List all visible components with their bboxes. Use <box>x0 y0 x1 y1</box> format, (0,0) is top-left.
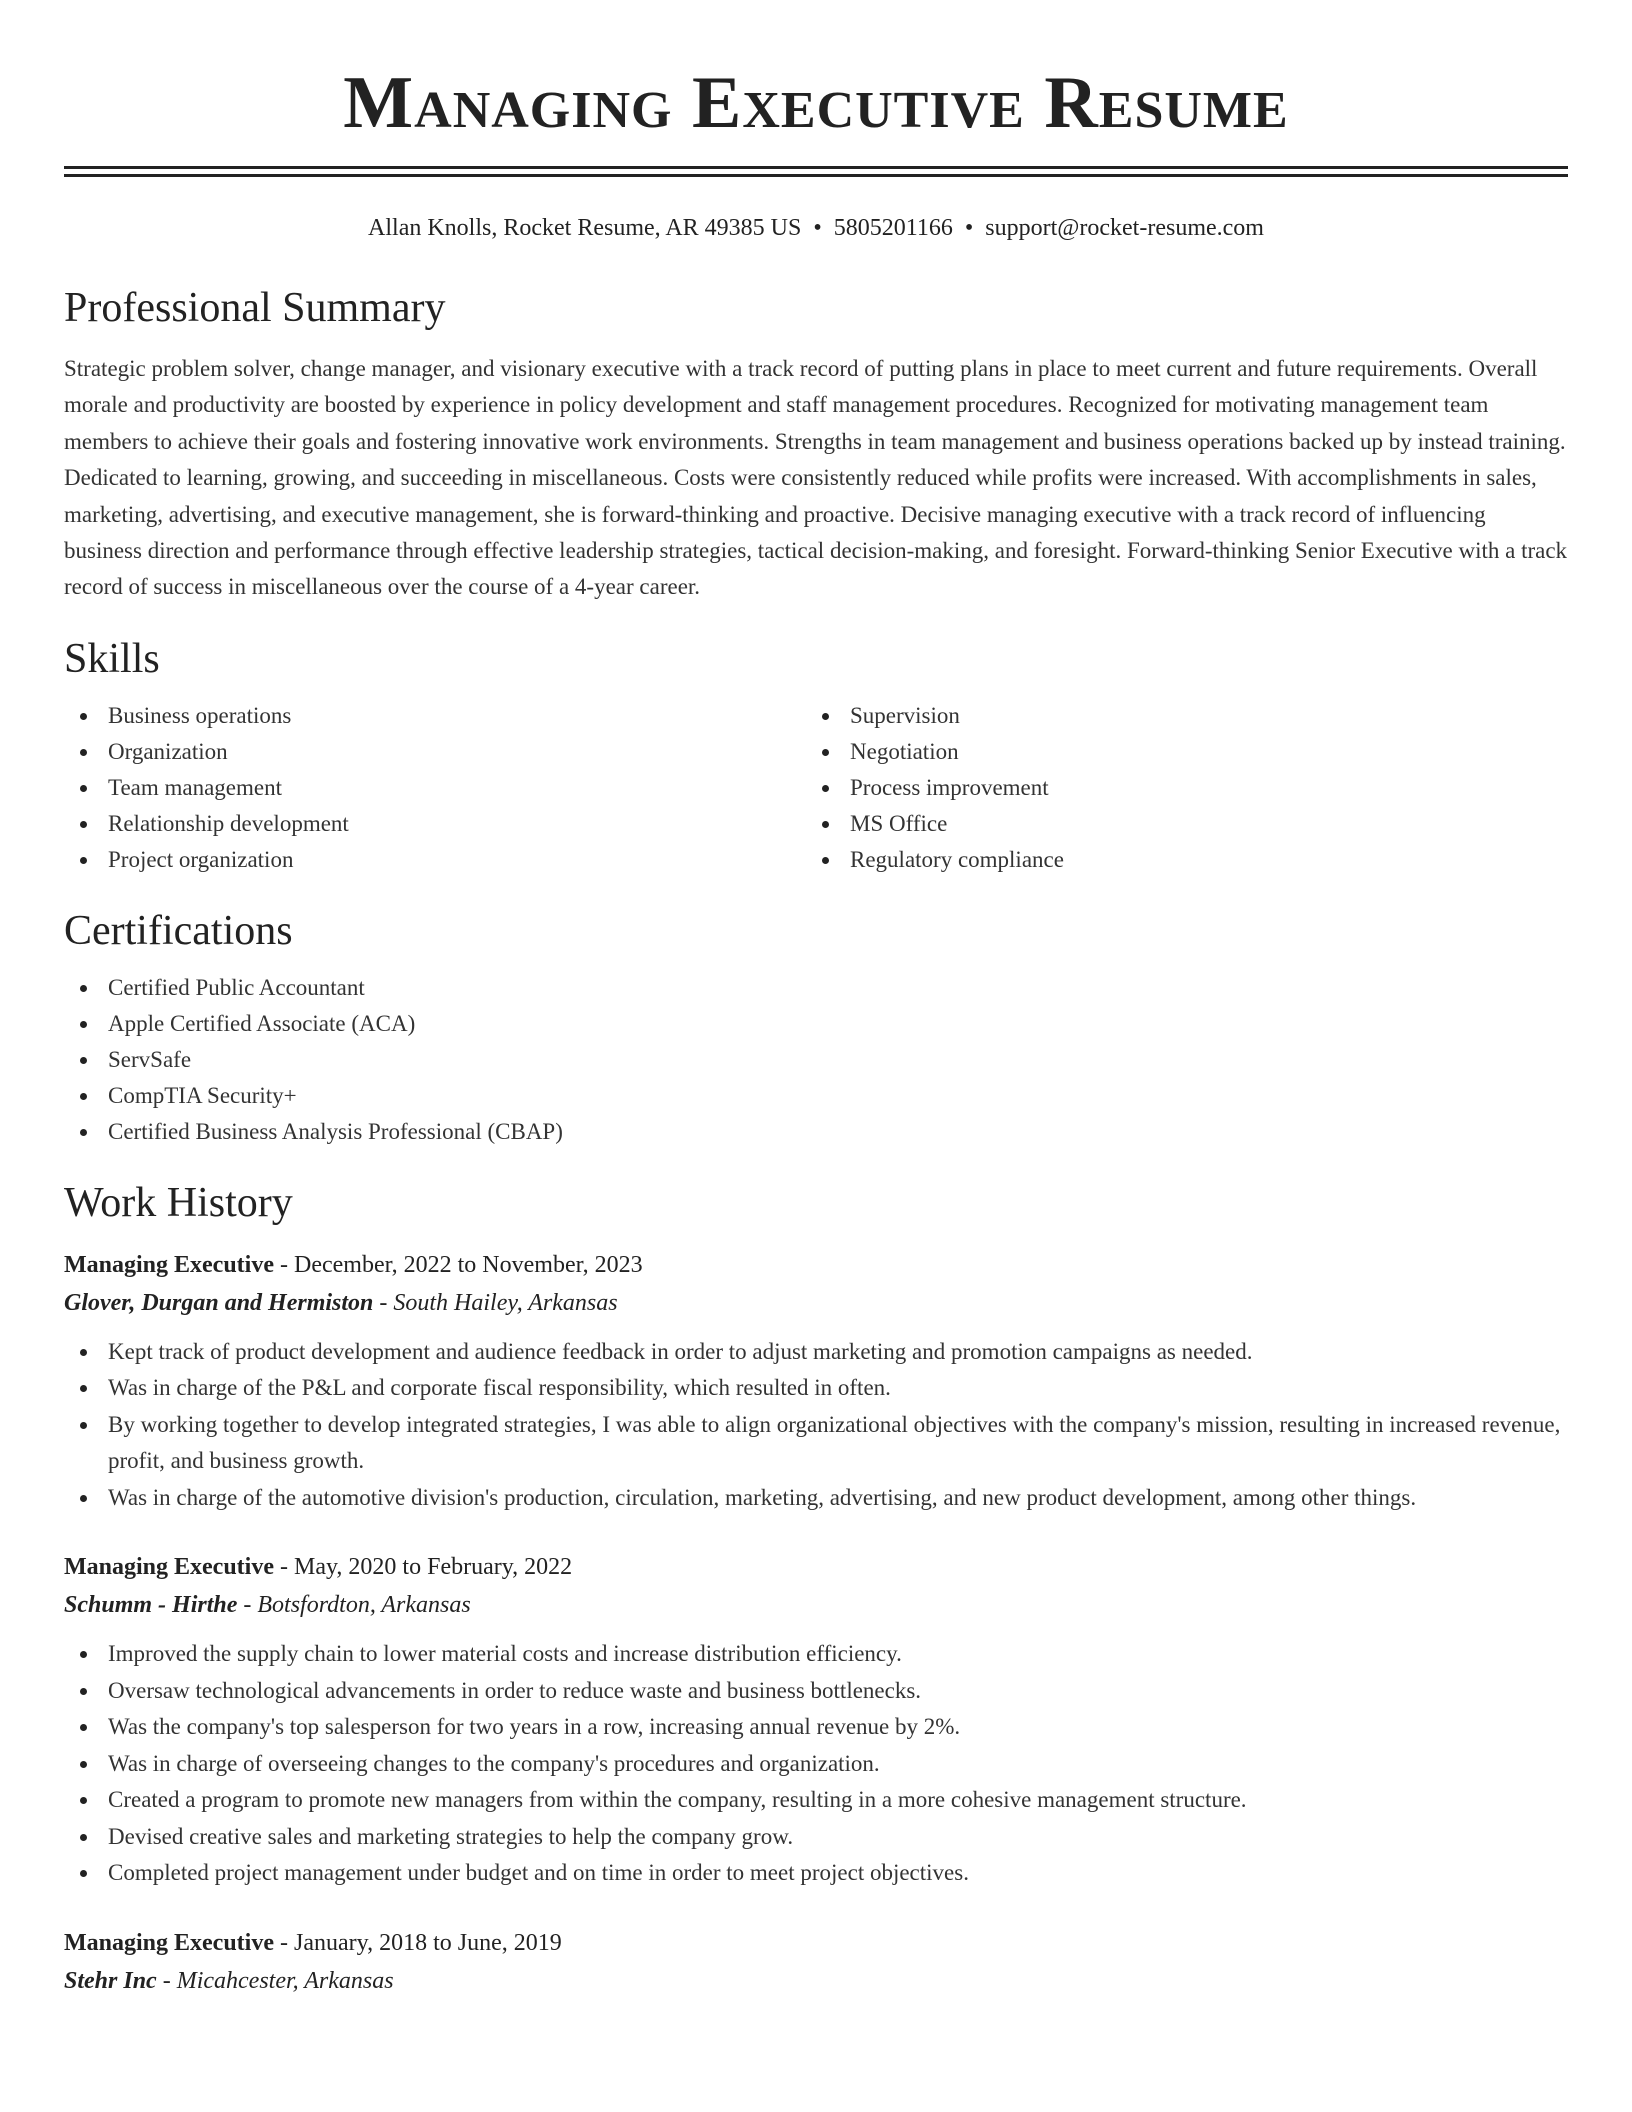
job-bullet: Devised creative sales and marketing strategies to help the company grow. <box>64 1819 1568 1856</box>
job-dates: - January, 2018 to June, 2019 <box>274 1929 562 1956</box>
job-dates: - December, 2022 to November, 2023 <box>274 1251 643 1278</box>
job-bullet: Was in charge of the P&L and corporate fiscal responsibility, which resulted in often. <box>64 1370 1568 1407</box>
job-header <box>64 1246 1568 1284</box>
contact-email: support@rocket-resume.com <box>985 215 1264 241</box>
job-entry <box>64 1548 1568 1892</box>
skill-item: Organization <box>64 734 806 770</box>
job-location: - Micahcester, Arkansas <box>156 1967 394 1994</box>
skill-item: Project organization <box>64 842 806 878</box>
job-bullets <box>64 1636 1568 1892</box>
contact-line <box>64 213 1568 243</box>
skill-item: Relationship development <box>64 806 806 842</box>
skill-item: Regulatory compliance <box>806 842 1548 878</box>
job-bullet: Created a program to promote new managers from within the company, resulting in a more cohesive management structure. <box>64 1782 1568 1819</box>
skill-item: Supervision <box>806 698 1548 734</box>
certifications-heading: Certifications <box>64 907 293 954</box>
skill-item: Business operations <box>64 698 806 734</box>
skill-item: MS Office <box>806 806 1548 842</box>
job-employer <box>64 1962 1568 2000</box>
summary-heading: Professional Summary <box>64 285 446 331</box>
job-bullet: Was in charge of overseeing changes to the company's procedures and organization. <box>64 1746 1568 1783</box>
job-employer <box>64 1284 1568 1322</box>
skill-item: Process improvement <box>806 770 1548 806</box>
contact-separator: • <box>964 215 974 241</box>
contact-phone: 5805201166 <box>833 215 953 241</box>
certification-item: Certified Business Analysis Professional (CBAP) <box>64 1114 1568 1150</box>
skills-list-left <box>64 698 806 878</box>
job-dates: - May, 2020 to February, 2022 <box>274 1554 573 1581</box>
contact-separator: • <box>813 215 822 241</box>
job-header <box>64 1548 1568 1586</box>
certifications-list <box>64 970 1568 1150</box>
certification-item: Apple Certified Associate (ACA) <box>64 1006 1568 1042</box>
resume-page <box>64 0 1568 2000</box>
job-company: Stehr Inc <box>64 1967 157 1994</box>
skill-item: Negotiation <box>806 734 1548 770</box>
job-bullet: Completed project management under budget and on time in order to meet project objectives. <box>64 1855 1568 1892</box>
work-history-heading: Work History <box>64 1179 293 1226</box>
job-title: Managing Executive <box>64 1929 274 1956</box>
job-location: - Botsfordton, Arkansas <box>237 1592 471 1619</box>
job-bullet: By working together to develop integrated strategies, I was able to align organizational objectives with the company's mission, resulting in increased revenue, profit, and business growth. <box>64 1407 1568 1480</box>
skill-item: Team management <box>64 770 806 806</box>
skills-grid <box>64 698 1568 878</box>
skills-heading: Skills <box>64 635 160 682</box>
job-bullet: Improved the supply chain to lower material costs and increase distribution efficiency. <box>64 1636 1568 1673</box>
job-location: - South Hailey, Arkansas <box>373 1289 618 1316</box>
job-entry <box>64 1924 1568 2000</box>
contact-address: Allan Knolls, Rocket Resume, AR 49385 US <box>368 215 802 241</box>
certification-item: Certified Public Accountant <box>64 970 1568 1006</box>
certification-item: ServSafe <box>64 1042 1568 1078</box>
job-bullet: Was in charge of the automotive division's production, circulation, marketing, advertising, and new product development, among other things. <box>64 1480 1568 1517</box>
job-company: Schumm - Hirthe <box>64 1592 238 1619</box>
job-bullets <box>64 1334 1568 1517</box>
job-entry <box>64 1246 1568 1517</box>
job-bullet: Was the company's top salesperson for two years in a row, increasing annual revenue by 2%. <box>64 1709 1568 1746</box>
job-title: Managing Executive <box>64 1554 274 1581</box>
job-company: Glover, Durgan and Hermiston <box>64 1289 374 1316</box>
certification-item: CompTIA Security+ <box>64 1078 1568 1114</box>
skills-list-right <box>806 698 1548 878</box>
job-header <box>64 1924 1568 1962</box>
job-title: Managing Executive <box>64 1251 274 1278</box>
page-title: Managing Executive Resume <box>343 62 1289 144</box>
job-bullet: Oversaw technological advancements in order to reduce waste and business bottlenecks. <box>64 1673 1568 1710</box>
job-bullet: Kept track of product development and audience feedback in order to adjust marketing and promotion campaigns as needed. <box>64 1334 1568 1371</box>
job-employer <box>64 1586 1568 1624</box>
title-double-rule <box>64 166 1568 177</box>
summary-text: Strategic problem solver, change manager, and visionary executive with a track record of putting plans in place to meet current and future requirements. Overall morale and productivity are boosted by experience in policy development and staff management procedures. Recognized for motivating management team members to achieve their goals and fostering innovative work environments. Strengths in team management and business operations backed up by instead training. Dedicated to learning, growing, and succeeding in miscellaneous. Costs were consistently reduced while profits were increased. With accomplishments in sales, marketing, advertising, and executive management, she is forward-thinking and proactive. Decisive managing executive with a track record of influencing business direction and performance through effective leadership strategies, tactical decision-making, and foresight. Forward-thinking Senior Executive with a track record of success in miscellaneous over the course of a 4-year career. <box>64 356 1568 600</box>
